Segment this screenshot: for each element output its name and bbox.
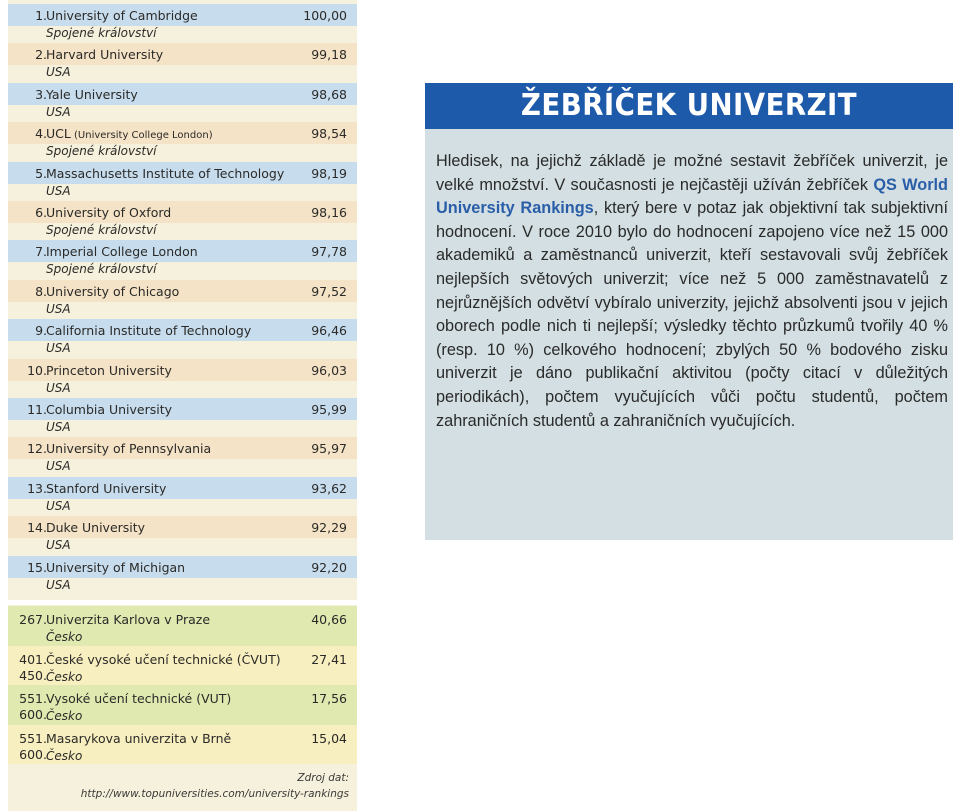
university-name: University of Cambridge	[46, 8, 198, 23]
university-country: Spojené království	[46, 144, 157, 159]
university-ranking-table	[8, 0, 357, 811]
university-country: USA	[46, 538, 71, 553]
rank-number-to: 600.	[19, 707, 47, 722]
university-score: 95,99	[311, 402, 347, 417]
university-score: 92,29	[311, 520, 347, 536]
university-score: 98,68	[311, 86, 347, 102]
university-country: Spojené království	[46, 26, 157, 40]
university-score: 96,03	[311, 362, 347, 378]
rank-number: 8.	[35, 283, 47, 299]
university-country: Česko	[46, 630, 83, 644]
source-label: Zdroj dat:	[297, 772, 349, 784]
rank-number: 12.	[27, 441, 47, 457]
university-country: USA	[46, 104, 71, 119]
rank-number: 551.	[19, 730, 47, 746]
ranking-row	[8, 201, 357, 240]
university-score: 98,16	[311, 205, 347, 220]
university-name: Masarykova univerzita v Brně	[46, 730, 232, 746]
rank-number: 1.	[35, 8, 47, 23]
university-country: USA	[46, 183, 71, 198]
university-country: USA	[46, 459, 71, 474]
university-name: Duke University	[46, 520, 146, 536]
university-country: Česko	[46, 709, 83, 723]
university-name: Yale University	[46, 86, 138, 102]
rank-number: 10.	[27, 362, 47, 378]
university-name: UCL (University College London)	[46, 126, 213, 142]
university-country: USA	[46, 65, 71, 80]
university-name: University of Oxford	[46, 205, 172, 220]
section-divider	[8, 600, 357, 605]
university-score: 100,00	[303, 8, 347, 23]
university-name: České vysoké učení technické (ČVUT)	[46, 651, 281, 667]
university-name: University of Michigan	[46, 559, 186, 575]
university-country: USA	[46, 577, 71, 592]
rank-number: 3.	[35, 86, 47, 102]
rank-number: 2.	[35, 47, 47, 63]
university-score: 40,66	[311, 612, 347, 627]
ranking-row	[8, 4, 357, 43]
text-part-1: Hledisek, na jejichž základě je možné sestavit žebříček univerzit, je velké množství. V současnosti je nejčastěji užíván žebříček	[436, 152, 948, 194]
info-box-header	[425, 83, 953, 129]
ranking-row-czech	[8, 606, 357, 646]
info-box-text	[436, 150, 948, 433]
ranking-row	[8, 83, 357, 122]
university-name: Imperial College London	[46, 244, 198, 260]
rank-number: 5.	[35, 165, 47, 181]
ranking-row	[8, 556, 357, 595]
university-name: University of Pennsylvania	[46, 441, 212, 457]
university-country: Česko	[46, 669, 83, 684]
university-score: 17,56	[311, 691, 347, 706]
qs-rankings-highlight: QS World University Rankings	[436, 175, 949, 218]
ranking-row-czech	[8, 685, 357, 725]
source-note	[81, 770, 349, 802]
university-country: USA	[46, 380, 71, 395]
info-box-title: ŽEBŘÍČEK UNIVERZIT	[520, 88, 858, 123]
rank-number: 6.	[35, 205, 47, 220]
university-name: Columbia University	[46, 402, 173, 417]
rank-number: 11.	[27, 402, 47, 417]
university-score: 95,97	[311, 441, 347, 457]
university-country: USA	[46, 420, 71, 434]
rank-number: 13.	[27, 480, 47, 496]
university-country: USA	[46, 498, 71, 513]
university-name: Stanford University	[46, 480, 167, 496]
university-score: 27,41	[311, 651, 347, 667]
rank-number: 15.	[27, 559, 47, 575]
university-name: Massachusetts Institute of Technology	[46, 165, 285, 181]
rank-number: 7.	[35, 244, 47, 260]
university-score: 15,04	[311, 730, 347, 746]
university-name: California Institute of Technology	[46, 323, 252, 339]
university-country: USA	[46, 301, 71, 316]
source-url[interactable]: http://www.topuniversities.com/university-rankings	[80, 788, 349, 800]
rank-number: 4.	[35, 126, 47, 142]
university-name: Harvard University	[46, 47, 164, 63]
ranking-row	[8, 280, 357, 319]
ranking-row	[8, 437, 357, 476]
university-name: University of Chicago	[46, 283, 180, 299]
rank-number: 267.	[19, 612, 47, 627]
ranking-row	[8, 398, 357, 437]
ranking-row-czech	[8, 646, 357, 686]
university-name-note: (University College London)	[70, 130, 213, 142]
university-score: 98,19	[311, 165, 347, 181]
rank-number: 401.	[19, 651, 47, 667]
university-name: Vysoké učení technické (VUT)	[46, 691, 232, 706]
university-score: 93,62	[311, 480, 347, 496]
university-score: 99,18	[311, 47, 347, 63]
rank-number-to: 450.	[19, 667, 47, 683]
university-country: Spojené království	[46, 223, 157, 237]
university-name: Princeton University	[46, 362, 172, 378]
university-score: 97,78	[311, 244, 347, 260]
ranking-row	[8, 516, 357, 555]
text-part-2: , který bere v potaz jak objektivní tak subjektivní hodnocení. V roce 2010 bylo do hodnocení zapojeno více než 15 000 akademiků a zaměstnanců univerzit, kteří sestavovali svůj žebříček nejlepších světových univerzit; více než 5 000 zaměstnavatelů z nejrůznějších odvětví vybíralo univerzity, jejichž absolventi jsou v jejich oborech podle nich ti nejlepší; výsledky těchto průzkumů tvořily 40 % (resp. 10 %) celkového hodnocení; zbylých 50 % bodového zisku univerzit je dáno publikační aktivitou (počty citací v důležitých periodikách), počtem vyučujících vůči počtu studentů, počtem zahraničních studentů a zahraničních vyučujících.	[436, 199, 948, 430]
university-country: Spojené království	[46, 262, 157, 277]
ranking-row-czech	[8, 725, 357, 765]
university-name: Univerzita Karlova v Praze	[46, 612, 211, 627]
rank-number: 9.	[35, 323, 47, 339]
university-country: USA	[46, 341, 71, 356]
rank-number: 14.	[27, 520, 47, 536]
ranking-row	[8, 240, 357, 279]
ranking-row	[8, 122, 357, 161]
rank-number: 551.	[19, 691, 47, 706]
university-score: 98,54	[311, 126, 347, 142]
university-score: 97,52	[311, 283, 347, 299]
ranking-row	[8, 319, 357, 358]
info-box	[425, 83, 953, 540]
university-score: 96,46	[311, 323, 347, 339]
ranking-row	[8, 359, 357, 398]
university-country: Česko	[46, 748, 83, 763]
rank-number-to: 600.	[19, 746, 47, 762]
ranking-row	[8, 43, 357, 82]
university-score: 92,20	[311, 559, 347, 575]
ranking-row	[8, 162, 357, 201]
ranking-row	[8, 477, 357, 516]
